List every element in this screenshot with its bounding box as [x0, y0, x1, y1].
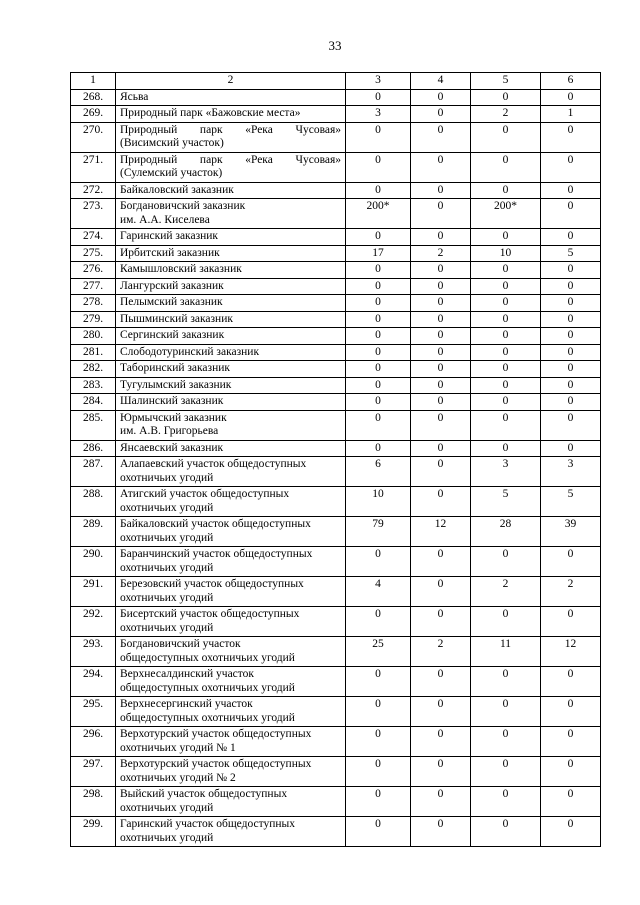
row-value-cell: 0 [411, 577, 471, 607]
row-number-cell: 284. [71, 394, 116, 411]
row-value-cell: 0 [541, 295, 601, 312]
row-value-cell: 0 [346, 667, 411, 697]
row-value-cell: 0 [411, 122, 471, 152]
row-value-cell: 3 [346, 106, 411, 123]
row-value-cell: 0 [346, 229, 411, 246]
row-value-cell: 0 [346, 182, 411, 199]
row-value-cell: 0 [346, 152, 411, 182]
row-name-cell [116, 278, 346, 295]
row-name-line: охотничьих угодий № 2 [120, 771, 236, 784]
row-name-line: Камышловский заказник [120, 263, 242, 275]
row-number-cell: 292. [71, 607, 116, 637]
row-name-cell [116, 311, 346, 328]
row-value-cell: 0 [411, 787, 471, 817]
row-value-cell: 0 [541, 278, 601, 295]
row-value-cell: 2 [471, 577, 541, 607]
row-name-line: Ирбитский заказник [120, 246, 220, 259]
row-value-cell: 0 [471, 152, 541, 182]
table-row [71, 122, 601, 152]
column-header: 1 [71, 73, 116, 90]
row-name-cell [116, 295, 346, 312]
row-number-cell: 270. [71, 122, 116, 152]
row-name-cell [116, 410, 346, 440]
row-value-cell: 2 [411, 637, 471, 667]
row-value-cell: 0 [411, 152, 471, 182]
table-row [71, 727, 601, 757]
table-row [71, 410, 601, 440]
row-value-cell: 0 [411, 229, 471, 246]
row-value-cell: 0 [346, 344, 411, 361]
row-value-cell: 4 [346, 577, 411, 607]
row-value-cell: 39 [541, 517, 601, 547]
row-value-cell: 0 [411, 817, 471, 847]
row-name-line: общедоступных охотничьих угодий [120, 651, 295, 664]
row-value-cell: 12 [411, 517, 471, 547]
row-number-cell: 287. [71, 457, 116, 487]
row-value-cell: 0 [541, 547, 601, 577]
row-value-cell: 0 [346, 787, 411, 817]
row-name-line: Богдановичский участок [120, 638, 241, 650]
row-value-cell: 0 [411, 89, 471, 106]
row-name-line: охотничьих угодий [120, 831, 214, 844]
row-value-cell: 0 [411, 278, 471, 295]
row-value-cell: 25 [346, 637, 411, 667]
row-number-cell: 298. [71, 787, 116, 817]
row-name-cell [116, 487, 346, 517]
table-row [71, 787, 601, 817]
row-name-cell [116, 328, 346, 345]
row-value-cell: 0 [541, 199, 601, 229]
column-header: 5 [471, 73, 541, 90]
row-name-line: Бисертский участок общедоступных [120, 608, 300, 620]
table-row [71, 377, 601, 394]
row-name-cell [116, 637, 346, 667]
row-value-cell: 0 [541, 607, 601, 637]
row-name-line: охотничьих угодий [120, 621, 214, 634]
row-value-cell: 200* [471, 199, 541, 229]
row-name-line: Сергинский заказник [120, 329, 225, 341]
row-value-cell: 0 [411, 361, 471, 378]
row-value-cell: 0 [346, 122, 411, 152]
column-header: 2 [116, 73, 346, 90]
table-row [71, 361, 601, 378]
row-value-cell: 0 [346, 547, 411, 577]
row-name-cell [116, 817, 346, 847]
row-name-line: (Висимский участок) [120, 137, 224, 149]
row-name-line: Атигский участок общедоступных [120, 488, 290, 500]
row-value-cell: 0 [346, 394, 411, 411]
row-value-cell: 0 [471, 817, 541, 847]
row-name-line: Слободотуринский заказник [120, 345, 260, 358]
row-number-cell: 282. [71, 361, 116, 378]
row-number-cell: 283. [71, 377, 116, 394]
row-name-line: Выйский участок общедоступных [120, 788, 288, 800]
row-value-cell: 0 [471, 344, 541, 361]
row-value-cell: 0 [541, 182, 601, 199]
row-value-cell: 0 [471, 182, 541, 199]
row-value-cell: 0 [411, 607, 471, 637]
table-row [71, 229, 601, 246]
row-value-cell: 5 [471, 487, 541, 517]
row-value-cell: 28 [471, 517, 541, 547]
row-number-cell: 276. [71, 262, 116, 279]
row-number-cell: 277. [71, 278, 116, 295]
row-name-line: охотничьих угодий № 1 [120, 741, 236, 754]
row-name-cell [116, 394, 346, 411]
table-row [71, 278, 601, 295]
row-value-cell: 0 [346, 328, 411, 345]
row-name-cell [116, 182, 346, 199]
row-value-cell: 0 [411, 410, 471, 440]
table-body [71, 89, 601, 847]
row-name-line: Шалинский заказник [120, 395, 224, 407]
row-value-cell: 11 [471, 637, 541, 667]
row-number-cell: 299. [71, 817, 116, 847]
row-name-cell [116, 757, 346, 787]
row-name-line: Лангурский заказник [120, 279, 224, 292]
row-name-cell [116, 517, 346, 547]
row-value-cell: 0 [346, 295, 411, 312]
row-value-cell: 0 [541, 697, 601, 727]
row-value-cell: 0 [411, 487, 471, 517]
row-value-cell: 0 [471, 410, 541, 440]
row-name-cell [116, 607, 346, 637]
page-number: 33 [328, 38, 342, 53]
row-value-cell: 0 [411, 295, 471, 312]
row-number-cell: 285. [71, 410, 116, 440]
row-value-cell: 10 [471, 245, 541, 262]
row-value-cell: 6 [346, 457, 411, 487]
row-value-cell: 0 [541, 328, 601, 345]
row-value-cell: 0 [411, 182, 471, 199]
table-header-row [71, 73, 601, 90]
row-name-cell [116, 727, 346, 757]
row-value-cell: 0 [541, 229, 601, 246]
column-header: 6 [541, 73, 601, 90]
row-name-line: Природный парк «Река Чусовая» [120, 153, 341, 166]
row-value-cell: 0 [471, 607, 541, 637]
row-name-line: общедоступных охотничьих угодий [120, 711, 295, 724]
row-name-cell [116, 697, 346, 727]
row-value-cell: 0 [411, 457, 471, 487]
row-value-cell: 5 [541, 487, 601, 517]
row-number-cell: 293. [71, 637, 116, 667]
row-name-line: Алапаевский участок общедоступных [120, 458, 307, 470]
row-name-cell [116, 457, 346, 487]
row-value-cell: 0 [411, 199, 471, 229]
row-name-line: Ясьва [120, 90, 149, 103]
row-value-cell: 0 [346, 817, 411, 847]
row-number-cell: 295. [71, 697, 116, 727]
row-value-cell: 0 [471, 394, 541, 411]
row-name-line: Юрмычский заказник [120, 411, 227, 424]
table-row [71, 89, 601, 106]
row-value-cell: 0 [541, 410, 601, 440]
row-name-line: Верхотурский участок общедоступных [120, 758, 312, 770]
row-value-cell: 0 [541, 361, 601, 378]
row-value-cell: 0 [411, 697, 471, 727]
row-number-cell: 271. [71, 152, 116, 182]
row-name-line: Природный парк «Бажовские места» [120, 107, 301, 119]
row-number-cell: 280. [71, 328, 116, 345]
row-value-cell: 1 [541, 106, 601, 123]
row-value-cell: 0 [541, 394, 601, 411]
row-number-cell: 297. [71, 757, 116, 787]
row-value-cell: 0 [411, 727, 471, 757]
row-value-cell: 0 [541, 787, 601, 817]
row-name-cell [116, 262, 346, 279]
row-name-line: охотничьих угодий [120, 591, 214, 604]
row-value-cell: 0 [346, 278, 411, 295]
row-value-cell: 0 [541, 727, 601, 757]
row-number-cell: 288. [71, 487, 116, 517]
row-number-cell: 278. [71, 295, 116, 312]
row-value-cell: 0 [541, 667, 601, 697]
row-value-cell: 2 [471, 106, 541, 123]
row-value-cell: 0 [471, 547, 541, 577]
row-value-cell: 0 [541, 152, 601, 182]
row-value-cell: 0 [346, 697, 411, 727]
row-number-cell: 268. [71, 89, 116, 106]
row-value-cell: 79 [346, 517, 411, 547]
row-value-cell: 0 [471, 262, 541, 279]
table-row [71, 667, 601, 697]
table-row [71, 817, 601, 847]
row-name-cell [116, 122, 346, 152]
row-value-cell: 0 [541, 377, 601, 394]
row-value-cell: 0 [346, 727, 411, 757]
row-number-cell: 269. [71, 106, 116, 123]
table-row [71, 344, 601, 361]
row-value-cell: 0 [346, 377, 411, 394]
table-row [71, 262, 601, 279]
row-number-cell: 286. [71, 440, 116, 457]
row-value-cell: 10 [346, 487, 411, 517]
table-row [71, 487, 601, 517]
row-name-cell [116, 106, 346, 123]
row-name-line: Янсаевский заказник [120, 441, 224, 454]
row-value-cell: 0 [541, 817, 601, 847]
row-name-cell [116, 577, 346, 607]
row-name-line: Березовский участок общедоступных [120, 578, 304, 590]
row-name-line: Байкаловский участок общедоступных [120, 518, 311, 530]
row-value-cell: 0 [346, 311, 411, 328]
row-value-cell: 0 [411, 344, 471, 361]
row-number-cell: 281. [71, 344, 116, 361]
row-value-cell: 0 [411, 311, 471, 328]
table-row [71, 607, 601, 637]
row-value-cell: 0 [471, 295, 541, 312]
row-value-cell: 0 [471, 361, 541, 378]
row-name-cell [116, 199, 346, 229]
row-value-cell: 3 [471, 457, 541, 487]
row-number-cell: 272. [71, 182, 116, 199]
table-row [71, 394, 601, 411]
row-value-cell: 0 [346, 440, 411, 457]
table-row [71, 199, 601, 229]
row-name-line: Пышминский заказник [120, 312, 233, 325]
row-name-line: общедоступных охотничьих угодий [120, 681, 295, 694]
row-value-cell: 0 [411, 377, 471, 394]
row-value-cell: 0 [471, 278, 541, 295]
row-value-cell: 0 [346, 607, 411, 637]
row-value-cell: 200* [346, 199, 411, 229]
row-name-line: им. А.А. Киселева [120, 213, 210, 226]
row-name-line: Баранчинский участок общедоступных [120, 548, 313, 560]
row-name-cell [116, 787, 346, 817]
row-number-cell: 294. [71, 667, 116, 697]
table-row [71, 245, 601, 262]
table-row [71, 182, 601, 199]
table-row [71, 295, 601, 312]
row-name-cell [116, 377, 346, 394]
row-name-line: Таборинский заказник [120, 362, 230, 374]
row-value-cell: 0 [346, 410, 411, 440]
table-row [71, 311, 601, 328]
row-name-line: Байкаловский заказник [120, 183, 234, 196]
row-value-cell: 0 [471, 787, 541, 817]
row-name-cell [116, 245, 346, 262]
row-value-cell: 12 [541, 637, 601, 667]
row-value-cell: 0 [411, 394, 471, 411]
row-value-cell: 0 [471, 328, 541, 345]
row-name-line: Верхнесалдинский участок [120, 668, 254, 680]
row-value-cell: 0 [471, 727, 541, 757]
row-number-cell: 291. [71, 577, 116, 607]
row-name-cell [116, 667, 346, 697]
row-value-cell: 0 [471, 757, 541, 787]
row-value-cell: 0 [411, 440, 471, 457]
row-number-cell: 296. [71, 727, 116, 757]
table-row [71, 440, 601, 457]
table-row [71, 757, 601, 787]
row-value-cell: 0 [541, 89, 601, 106]
row-name-cell [116, 89, 346, 106]
table-row [71, 152, 601, 182]
row-name-line: Богдановичский заказник [120, 200, 246, 212]
table-row [71, 517, 601, 547]
row-name-cell [116, 440, 346, 457]
table-row [71, 637, 601, 667]
row-value-cell: 0 [541, 122, 601, 152]
row-value-cell: 2 [411, 245, 471, 262]
row-name-line: Пелымский заказник [120, 296, 223, 308]
row-value-cell: 0 [471, 377, 541, 394]
row-name-line: Верхнесергинский участок [120, 698, 253, 710]
row-name-cell [116, 229, 346, 246]
row-value-cell: 0 [471, 229, 541, 246]
row-value-cell: 0 [541, 262, 601, 279]
row-value-cell: 0 [346, 89, 411, 106]
table-row [71, 547, 601, 577]
row-value-cell: 3 [541, 457, 601, 487]
row-number-cell: 279. [71, 311, 116, 328]
row-value-cell: 0 [471, 697, 541, 727]
row-name-line: охотничьих угодий [120, 531, 214, 544]
row-name-cell [116, 152, 346, 182]
table-row [71, 328, 601, 345]
row-value-cell: 0 [411, 547, 471, 577]
row-value-cell: 0 [346, 361, 411, 378]
row-value-cell: 0 [471, 440, 541, 457]
row-value-cell: 0 [411, 328, 471, 345]
table-row [71, 577, 601, 607]
column-header: 3 [346, 73, 411, 90]
row-number-cell: 275. [71, 245, 116, 262]
row-name-line: охотничьих угодий [120, 561, 214, 574]
data-table [70, 72, 601, 847]
row-name-line: Природный парк «Река Чусовая» [120, 123, 341, 136]
row-value-cell: 0 [471, 122, 541, 152]
row-value-cell: 0 [411, 757, 471, 787]
row-value-cell: 0 [411, 106, 471, 123]
row-value-cell: 0 [471, 311, 541, 328]
row-number-cell: 290. [71, 547, 116, 577]
row-value-cell: 0 [346, 262, 411, 279]
row-value-cell: 0 [541, 757, 601, 787]
row-name-line: Тугулымский заказник [120, 378, 232, 391]
row-name-cell [116, 547, 346, 577]
row-name-line: Верхотурский участок общедоступных [120, 728, 312, 740]
row-number-cell: 273. [71, 199, 116, 229]
row-name-line: (Сулемский участок) [120, 167, 223, 179]
row-name-line: им. А.В. Григорьева [120, 425, 219, 437]
row-value-cell: 0 [471, 667, 541, 697]
row-number-cell: 274. [71, 229, 116, 246]
table-row [71, 697, 601, 727]
row-number-cell: 289. [71, 517, 116, 547]
row-value-cell: 0 [411, 667, 471, 697]
table-row [71, 457, 601, 487]
row-value-cell: 5 [541, 245, 601, 262]
row-value-cell: 0 [471, 89, 541, 106]
row-name-line: Гаринский заказник [120, 230, 219, 242]
row-value-cell: 0 [541, 440, 601, 457]
column-header: 4 [411, 73, 471, 90]
table-row [71, 106, 601, 123]
row-value-cell: 2 [541, 577, 601, 607]
row-value-cell: 17 [346, 245, 411, 262]
row-value-cell: 0 [411, 262, 471, 279]
row-name-line: охотничьих угодий [120, 501, 214, 514]
row-value-cell: 0 [346, 757, 411, 787]
row-name-line: охотничьих угодий [120, 801, 214, 814]
row-value-cell: 0 [541, 344, 601, 361]
row-name-line: Гаринский участок общедоступных [120, 818, 296, 830]
row-name-line: охотничьих угодий [120, 471, 214, 484]
row-value-cell: 0 [541, 311, 601, 328]
row-name-cell [116, 344, 346, 361]
row-name-cell [116, 361, 346, 378]
